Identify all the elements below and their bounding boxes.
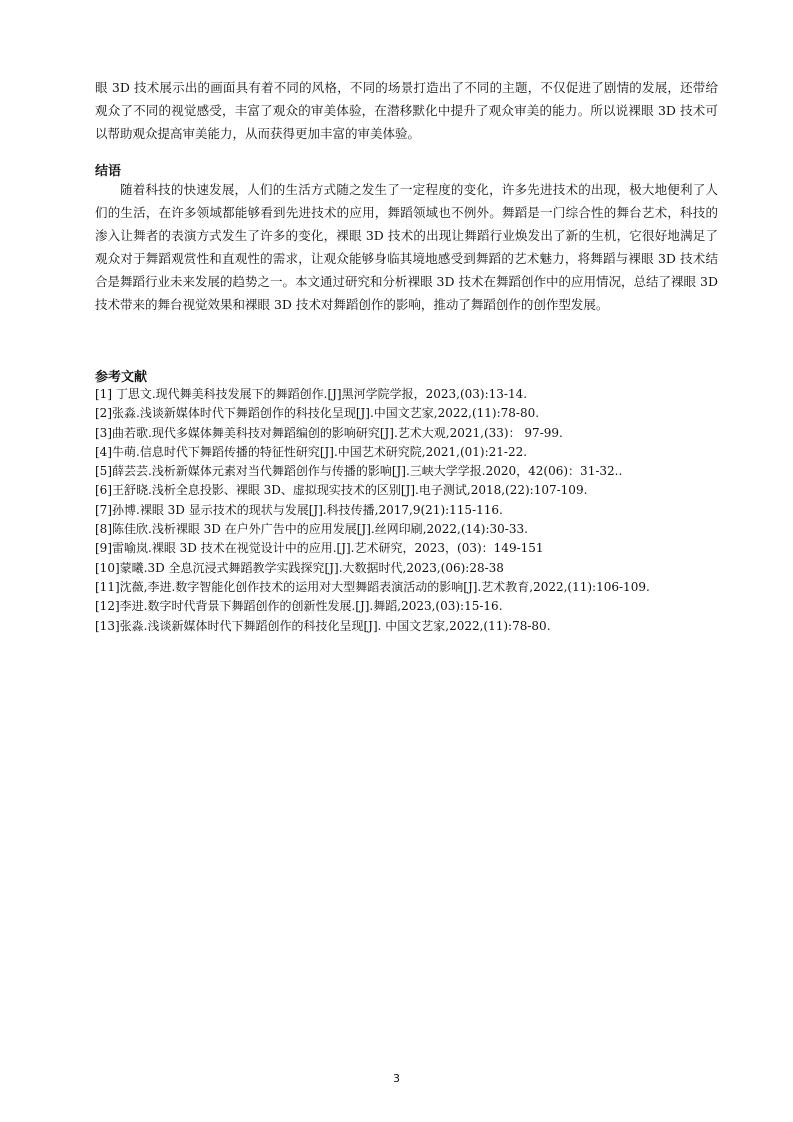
page-number: 3 <box>393 1072 400 1085</box>
body-paragraph-intro: 眼 3D 技术展示出的画面具有着不同的风格，不同的场景打造出了不同的主题，不仅促进了剧情的发展，还带给观众了不同的视觉感受，丰富了观众的审美体验，在潜移默化中提升了观众审美的能力。所以说裸眼 3D 技术可以帮助观众提高审美能力，从而获得更加丰富的审美体验。 <box>95 80 718 141</box>
reference-item: [7]孙博.裸眼 3D 显示技术的现状与发展[J].科技传播,2017,9(21):115-116. <box>95 502 503 517</box>
reference-item: [4]牛萌.信息时代下舞蹈传播的特征性研究[J].中国艺术研究院,2021,(01):21-22. <box>95 444 528 459</box>
reference-item: [12]李进.数字时代背景下舞蹈创作的创新性发展.[J].舞蹈,2023,(03):15-16. <box>95 599 503 614</box>
reference-item: [1] 丁思文.现代舞美科技发展下的舞蹈创作.[J]黑河学院学报，2023,(03):13-14. <box>95 387 528 401</box>
reference-list <box>95 385 718 636</box>
reference-item: [11]沈薇,李进.数字智能化创作技术的运用对大型舞蹈表演活动的影响[J].艺术教育,2022,(11):106-109. <box>95 579 650 594</box>
reference-item: [3]曲若歌.现代多媒体舞美科技对舞蹈编创的影响研究[J].艺术大观,2021,(33)： 97-99. <box>95 425 563 440</box>
reference-item: [13]张淼.浅谈新媒体时代下舞蹈创作的科技化呈现[J]. 中国文艺家,2022,(11):78-80. <box>95 618 551 633</box>
reference-item: [6]王舒晓.浅析全息投影、裸眼 3D、虚拟现实技术的区别[J].电子测试,2018,(22):107-109. <box>95 483 588 498</box>
reference-item: [2]张淼.浅谈新媒体时代下舞蹈创作的科技化呈现[J].中国文艺家,2022,(11):78-80. <box>95 406 540 421</box>
reference-item: [9]雷喻岚.裸眼 3D 技术在视觉设计中的应用.[J].艺术研究，2023，(03)：149-151 <box>95 541 544 556</box>
reference-item: [5]薛芸芸.浅析新媒体元素对当代舞蹈创作与传播的影响[J].三峡大学学报.2020，42(06)：31-32.. <box>95 464 623 479</box>
references-heading: 参考文献 <box>95 370 148 385</box>
conclusion-paragraph: 随着科技的快速发展，人们的生活方式随之发生了一定程度的变化，许多先进技术的出现，极大地便利了人们的生活，在许多领域都能够看到先进技术的应用，舞蹈领域也不例外。舞蹈是一门综合性的舞台艺术，科技的渗入让舞者的表演方式发生了许多的变化，裸眼 3D 技术的出现让舞蹈行业焕发出了新的生机，它很好地满足了观众对于舞蹈观赏性和直观性的需求，让观众能够身临其境地感受到舞蹈的艺术魅力，将舞蹈与裸眼 3D 技术结合是舞蹈行业未来发展的趋势之一。本文通过研究和分析裸眼 3D 技术在舞蹈创作中的应用情况，总结了裸眼 3D 技术带来的舞台视觉效果和裸眼 3D 技术对舞蹈创作的影响，推动了舞蹈创作的创作型发展。 <box>95 182 718 312</box>
conclusion-heading: 结语 <box>95 164 122 179</box>
reference-item: [10]蒙曦.3D 全息沉浸式舞蹈教学实践探究[J].大数据时代,2023,(06):28-38 <box>95 560 504 575</box>
reference-item: [8]陈佳欣.浅析裸眼 3D 在户外广告中的应用发展[J].丝网印刷,2022,(14):30-33. <box>95 522 528 537</box>
